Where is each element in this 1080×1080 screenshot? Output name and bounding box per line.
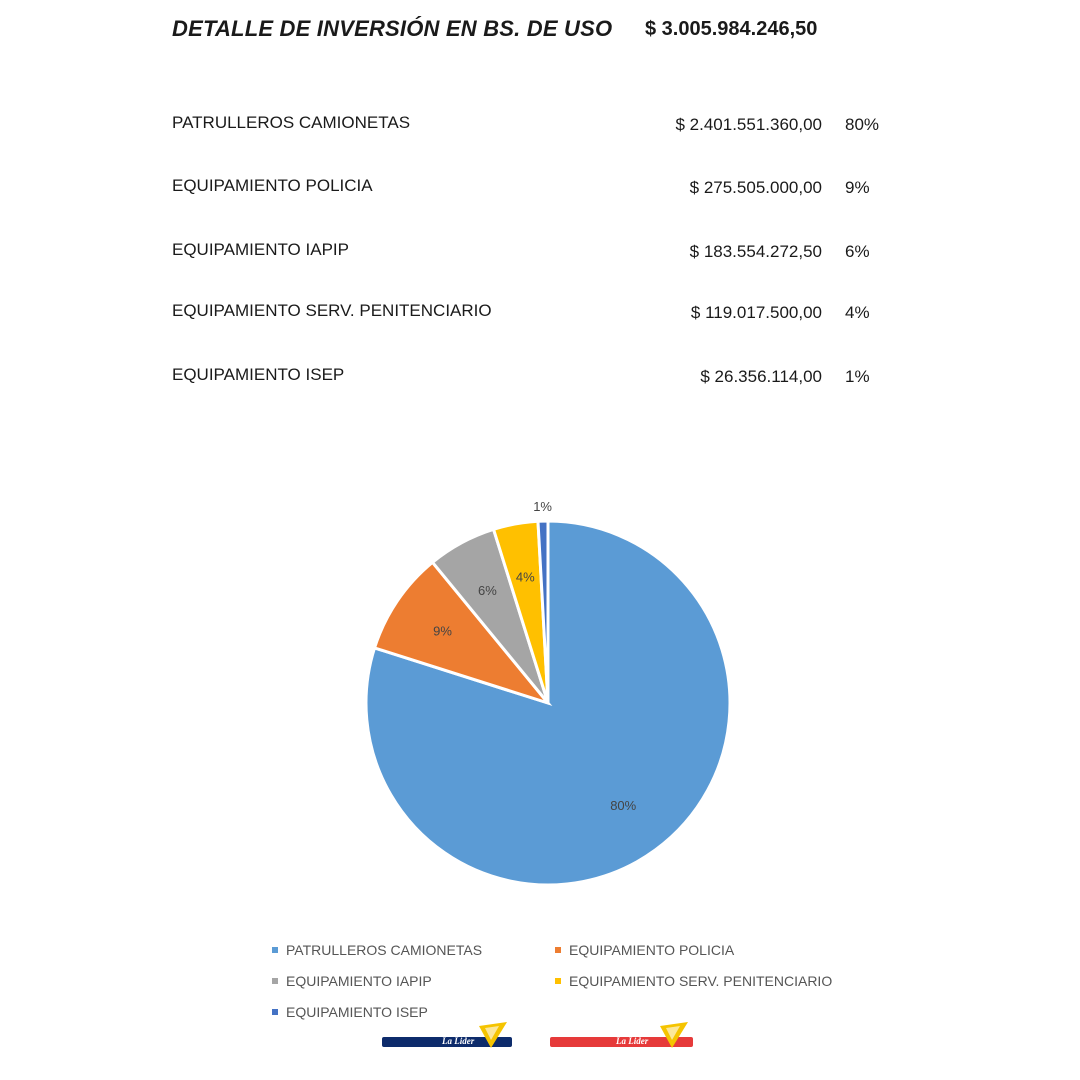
slice-label: 6% xyxy=(478,582,497,598)
row-amount: $ 119.017.500,00 xyxy=(690,303,822,322)
legend-swatch xyxy=(555,978,561,984)
legend-swatch xyxy=(272,978,278,984)
slice-label: 80% xyxy=(610,797,637,813)
watermark-v-icon xyxy=(658,1020,692,1050)
row-amount: $ 26.356.114,00 xyxy=(700,367,822,386)
legend-label: EQUIPAMIENTO ISEP xyxy=(286,1004,428,1020)
watermark-text: La Lider xyxy=(616,1036,649,1046)
legend-label: EQUIPAMIENTO IAPIP xyxy=(286,973,432,989)
total-amount: $ 3.005.984.246,50 xyxy=(645,18,818,40)
legend-swatch xyxy=(555,947,561,953)
row-category: PATRULLEROS CAMIONETAS xyxy=(172,113,411,132)
row-amount: $ 2.401.551.360,00 xyxy=(675,115,822,134)
row-percent: 1% xyxy=(845,367,870,386)
slice-label: 4% xyxy=(515,569,535,585)
legend-label: EQUIPAMIENTO SERV. PENITENCIARIO xyxy=(569,973,833,989)
slice-label: 1% xyxy=(533,499,553,515)
row-amount: $ 183.554.272,50 xyxy=(689,242,822,261)
row-category: EQUIPAMIENTO ISEP xyxy=(172,365,345,384)
legend-label: PATRULLEROS CAMIONETAS xyxy=(286,942,483,958)
legend-label: EQUIPAMIENTO POLICIA xyxy=(569,942,735,958)
row-percent: 4% xyxy=(845,303,870,322)
row-category: EQUIPAMIENTO SERV. PENITENCIARIO xyxy=(172,301,492,320)
watermark-logo-red xyxy=(550,1020,700,1050)
row-amount: $ 275.505.000,00 xyxy=(689,178,822,197)
legend-item xyxy=(272,942,482,958)
row-percent: 6% xyxy=(845,242,870,261)
row-category: EQUIPAMIENTO IAPIP xyxy=(172,240,349,259)
watermark-text: La Lider xyxy=(442,1036,475,1046)
legend-item xyxy=(272,1004,428,1020)
slice-label: 9% xyxy=(433,623,452,639)
row-percent: 9% xyxy=(845,178,870,197)
row-category: EQUIPAMIENTO POLICIA xyxy=(172,176,373,195)
legend-swatch xyxy=(272,1009,278,1015)
row-percent: 80% xyxy=(845,115,880,134)
legend-swatch xyxy=(272,947,278,953)
watermark-v-icon xyxy=(477,1020,511,1050)
page-title: DETALLE DE INVERSIÓN EN BS. DE USO xyxy=(172,16,613,41)
watermark-logo-blue xyxy=(382,1020,517,1050)
legend-item xyxy=(555,973,832,989)
legend-item xyxy=(555,942,734,958)
legend-item xyxy=(272,973,432,989)
